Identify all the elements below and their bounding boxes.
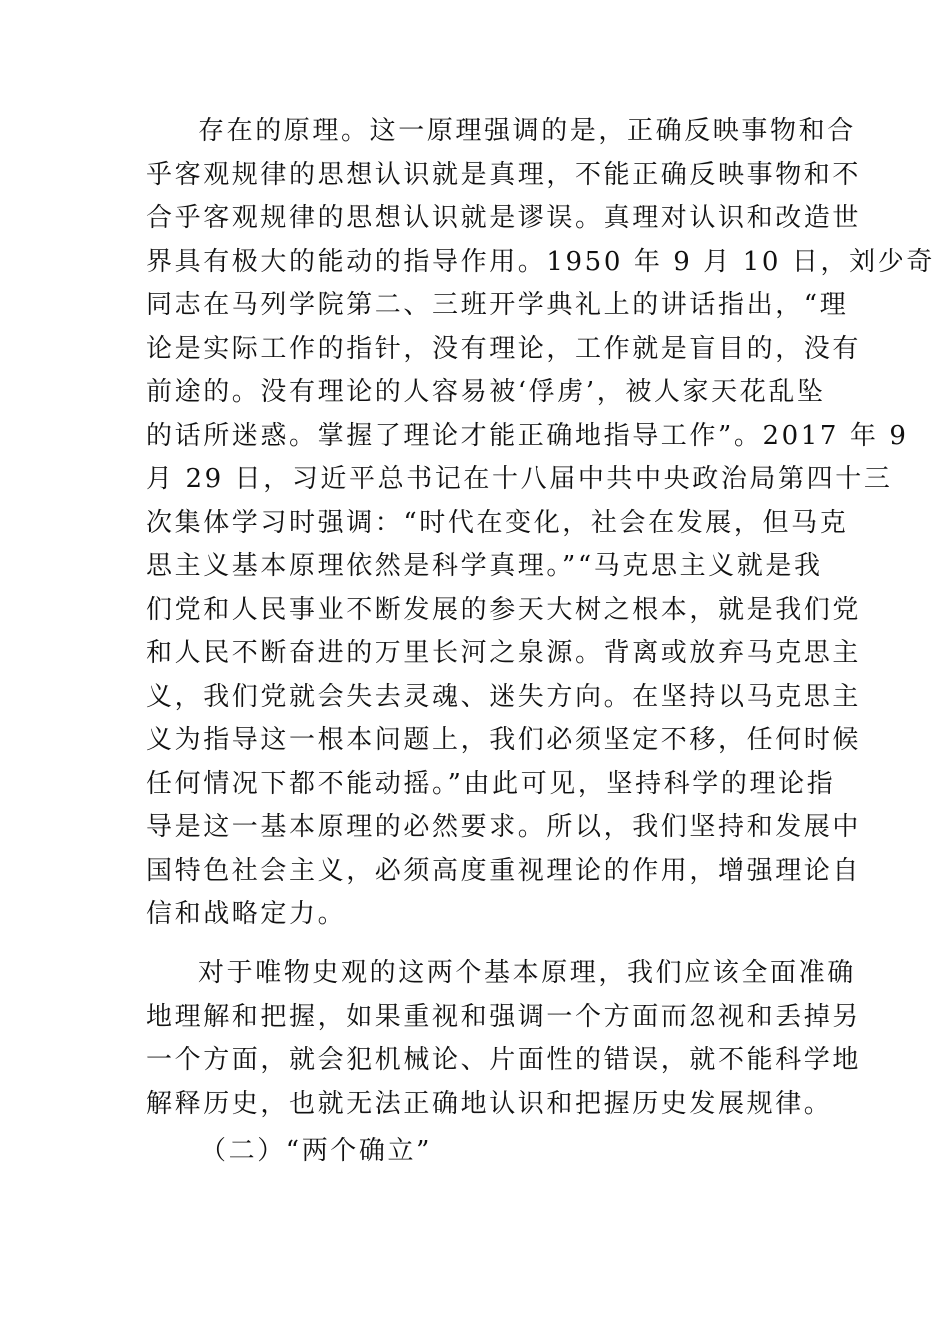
paragraph-line: 思主义基本原理依然是科学真理。”“马克思主义就是我 xyxy=(146,551,823,581)
paragraph-line: 存在的原理。这一原理强调的是，正确反映事物和合 xyxy=(198,116,856,146)
paragraph-line: 地理解和把握，如果重视和强调一个方面而忽视和丢掉另 xyxy=(146,1001,862,1032)
paragraph-2 xyxy=(146,952,862,1126)
paragraph-line: 的话所迷惑。掌握了理论才能正确地指导工作”。2017 年 9 xyxy=(146,420,909,451)
paragraph-line: 次集体学习时强调：“时代在变化，社会在发展，但马克 xyxy=(146,507,849,538)
paragraph-line: 月 29 日，习近平总书记在十八届中共中央政治局第四十三 xyxy=(146,464,893,494)
paragraph-line: 界具有极大的能动的指导作用。1950 年 9 月 10 日，刘少奇 xyxy=(146,246,935,277)
paragraph-line: 对于唯物史观的这两个基本原理，我们应该全面准确 xyxy=(198,958,856,988)
paragraph-line: 乎客观规律的思想认识就是真理，不能正确反映事物和不 xyxy=(146,159,862,190)
paragraph-line: 导是这一基本原理的必然要求。所以，我们坚持和发展中 xyxy=(146,812,862,842)
paragraph-line: 同志在马列学院第二、三班开学典礼上的讲话指出，“理 xyxy=(146,290,849,320)
paragraph-line: 解释历史，也就无法正确地认识和把握历史发展规律。 xyxy=(146,1088,833,1119)
paragraph-line: 论是实际工作的指针，没有理论，工作就是盲目的，没有 xyxy=(146,333,862,364)
section-heading: （二）“两个确立” xyxy=(200,1136,432,1166)
paragraph-line: 义为指导这一根本问题上，我们必须坚定不移，任何时候 xyxy=(146,725,862,755)
paragraph-1 xyxy=(146,110,935,937)
paragraph-line: 国特色社会主义，必须高度重视理论的作用，增强理论自 xyxy=(146,855,862,886)
paragraph-line: 前途的。没有理论的人容易被‘俘虏’，被人家天花乱坠 xyxy=(146,377,826,407)
paragraph-line: 义，我们党就会失去灵魂、迷失方向。在坚持以马克思主 xyxy=(146,681,862,712)
paragraph-line: 合乎客观规律的思想认识就是谬误。真理对认识和改造世 xyxy=(146,203,862,233)
paragraph-line: 们党和人民事业不断发展的参天大树之根本，就是我们党 xyxy=(146,594,862,625)
paragraph-line: 一个方面，就会犯机械论、片面性的错误，就不能科学地 xyxy=(146,1045,862,1075)
paragraph-line: 信和战略定力。 xyxy=(146,899,347,929)
paragraph-line: 任何情况下都不能动摇。”由此可见，坚持科学的理论指 xyxy=(146,768,836,799)
paragraph-line: 和人民不断奋进的万里长河之泉源。背离或放弃马克思主 xyxy=(146,638,862,668)
